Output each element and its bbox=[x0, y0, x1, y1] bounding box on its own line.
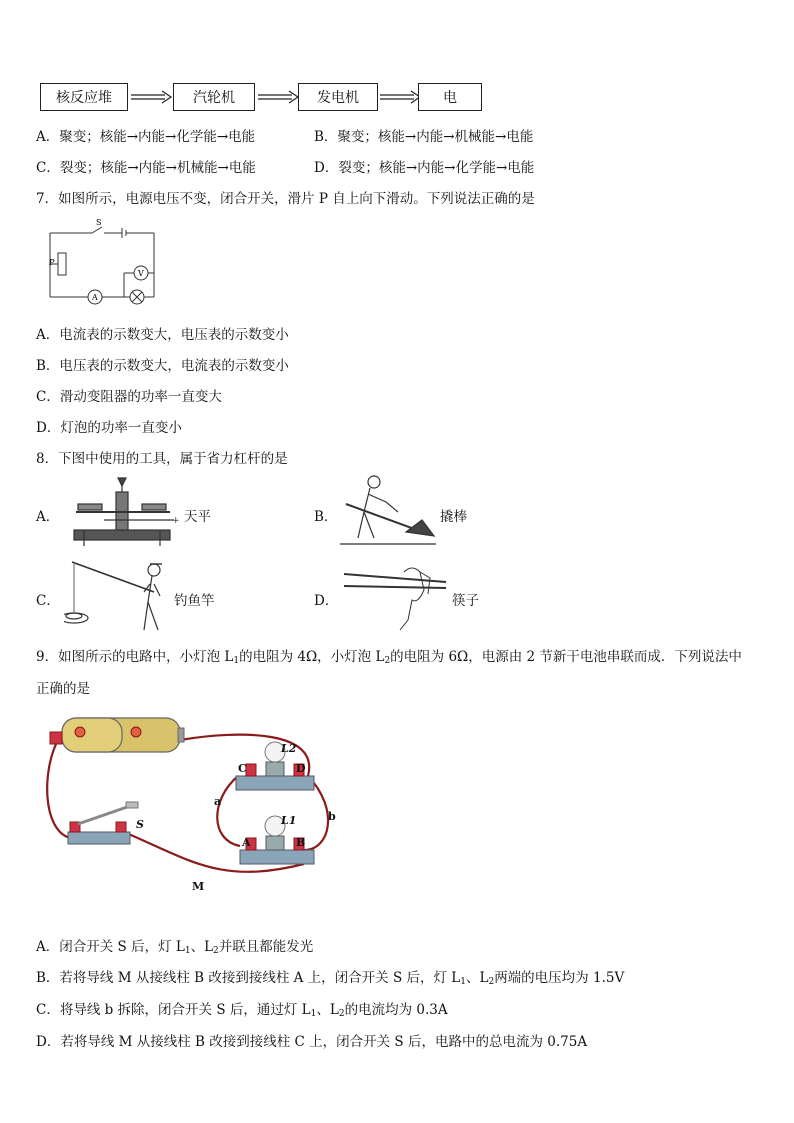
q9-option-d: D．若将导线 M 从接线柱 B 改接到接线柱 C 上，闭合开关 S 后，电路中的总电流为 0.75A bbox=[36, 1034, 588, 1050]
q9-stem-sub2: 2 bbox=[384, 656, 391, 666]
q8-option-a-caption: 天平 bbox=[184, 509, 211, 525]
q6-option-a: A．聚变；核能→内能→化学能→电能 bbox=[36, 129, 256, 145]
q9-stem-part-a: 9．如图所示的电路中，小灯泡 L bbox=[36, 649, 234, 665]
q9-option-c-sub1: 1 bbox=[310, 1009, 317, 1019]
crowbar-image bbox=[336, 472, 440, 550]
q9-label-b-terminal: B bbox=[296, 836, 306, 849]
q9-label-s: S bbox=[136, 818, 144, 831]
flow-arrow-2 bbox=[258, 90, 300, 104]
q9-option-a-part1: A．闭合开关 S 后，灯 L bbox=[36, 939, 185, 955]
q6-option-b: B．聚变；核能→内能→机械能→电能 bbox=[314, 129, 534, 145]
chopsticks-image bbox=[342, 560, 450, 634]
q9-option-b-part3: 两端的电压均为 1.5V bbox=[494, 970, 625, 986]
q9-stem-part-b: 的电阻为 4Ω，小灯泡 L bbox=[239, 649, 385, 665]
q9-circuit-diagram bbox=[40, 710, 340, 905]
flow-box-generator: 发电机 bbox=[298, 83, 378, 111]
balance-image bbox=[64, 474, 182, 550]
q7-stem: 7．如图所示，电源电压不变，闭合开关，滑片 P 自上向下滑动。下列说法正确的是 bbox=[36, 191, 535, 207]
q9-option-c-part1: C．将导线 b 拆除，闭合开关 S 后，通过灯 L bbox=[36, 1002, 311, 1018]
q8-option-b-letter: B． bbox=[314, 509, 338, 525]
q8-option-c-letter: C． bbox=[36, 593, 60, 609]
svg-text:+: + bbox=[172, 516, 180, 526]
q7-slider-label: P bbox=[49, 258, 55, 267]
q7-voltmeter-label: V bbox=[138, 269, 144, 278]
flow-box-turbine: 汽轮机 bbox=[173, 83, 255, 111]
q9-option-b-part1: B．若将导线 M 从接线柱 B 改接到接线柱 A 上，闭合开关 S 后，灯 L bbox=[36, 970, 461, 986]
q7-option-a: A．电流表的示数变大，电压表的示数变小 bbox=[36, 327, 289, 343]
q8-option-d-letter: D． bbox=[314, 593, 339, 609]
flow-arrow-1 bbox=[131, 90, 173, 104]
q9-option-b-sub2: 2 bbox=[488, 977, 495, 987]
q9-label-m: M bbox=[192, 880, 205, 893]
fishing-rod-image bbox=[64, 556, 174, 634]
q8-option-b-caption: 撬棒 bbox=[440, 509, 467, 525]
q9-option-c-part2: 、L bbox=[316, 1002, 339, 1018]
q9-option-b-sub1: 1 bbox=[460, 977, 466, 987]
q9-option-a-part3: 并联且都能发光 bbox=[218, 939, 314, 955]
q9-option-a bbox=[36, 935, 313, 956]
q9-option-b bbox=[36, 966, 624, 987]
q9-label-l2: L2 bbox=[281, 742, 297, 755]
q9-label-a-terminal: A bbox=[242, 836, 251, 849]
q7-ammeter-label: A bbox=[92, 293, 98, 302]
q6-option-d: D．裂变；核能→内能→化学能→电能 bbox=[314, 160, 535, 176]
q9-label-c: C bbox=[238, 762, 247, 775]
q9-option-b-part2: 、L bbox=[465, 970, 489, 986]
q9-option-c-part3: 的电流均为 0.3A bbox=[344, 1002, 448, 1018]
q9-option-a-part2: 、L bbox=[190, 939, 214, 955]
q7-option-c: C．滑动变阻器的功率一直变大 bbox=[36, 389, 222, 405]
q8-option-c-caption: 钓鱼竿 bbox=[174, 593, 215, 609]
q9-option-c-sub2: 2 bbox=[338, 1009, 345, 1019]
flow-arrow-3 bbox=[380, 90, 422, 104]
q8-option-a-letter: A． bbox=[36, 509, 60, 525]
q9-stem-line2: 正确的是 bbox=[36, 681, 90, 697]
q9-label-l1: L1 bbox=[281, 814, 297, 827]
q9-label-d: D bbox=[296, 762, 306, 775]
flow-box-reactor: 核反应堆 bbox=[40, 83, 128, 111]
q9-option-c bbox=[36, 998, 448, 1019]
q7-circuit-diagram bbox=[40, 215, 160, 305]
q9-option-a-sub1: 1 bbox=[184, 946, 191, 956]
flow-box-electricity: 电 bbox=[418, 83, 482, 111]
q8-stem: 8．下图中使用的工具，属于省力杠杆的是 bbox=[36, 451, 288, 467]
q7-switch-label: S bbox=[96, 218, 102, 227]
q9-label-a-wire: a bbox=[214, 795, 222, 808]
q8-option-d-caption: 筷子 bbox=[452, 593, 479, 609]
q9-stem-line1 bbox=[36, 645, 742, 666]
q9-option-a-sub2: 2 bbox=[213, 946, 219, 956]
q6-option-c: C．裂变；核能→内能→机械能→电能 bbox=[36, 160, 256, 176]
q7-option-d: D．灯泡的功率一直变小 bbox=[36, 420, 182, 436]
q9-stem-part-c: 的电阻为 6Ω，电源由 2 节新干电池串联而成．下列说法中 bbox=[390, 649, 742, 665]
q9-label-b-wire: b bbox=[328, 810, 336, 823]
q9-stem-sub1: 1 bbox=[233, 656, 240, 666]
q7-option-b: B．电压表的示数变大，电流表的示数变小 bbox=[36, 358, 289, 374]
